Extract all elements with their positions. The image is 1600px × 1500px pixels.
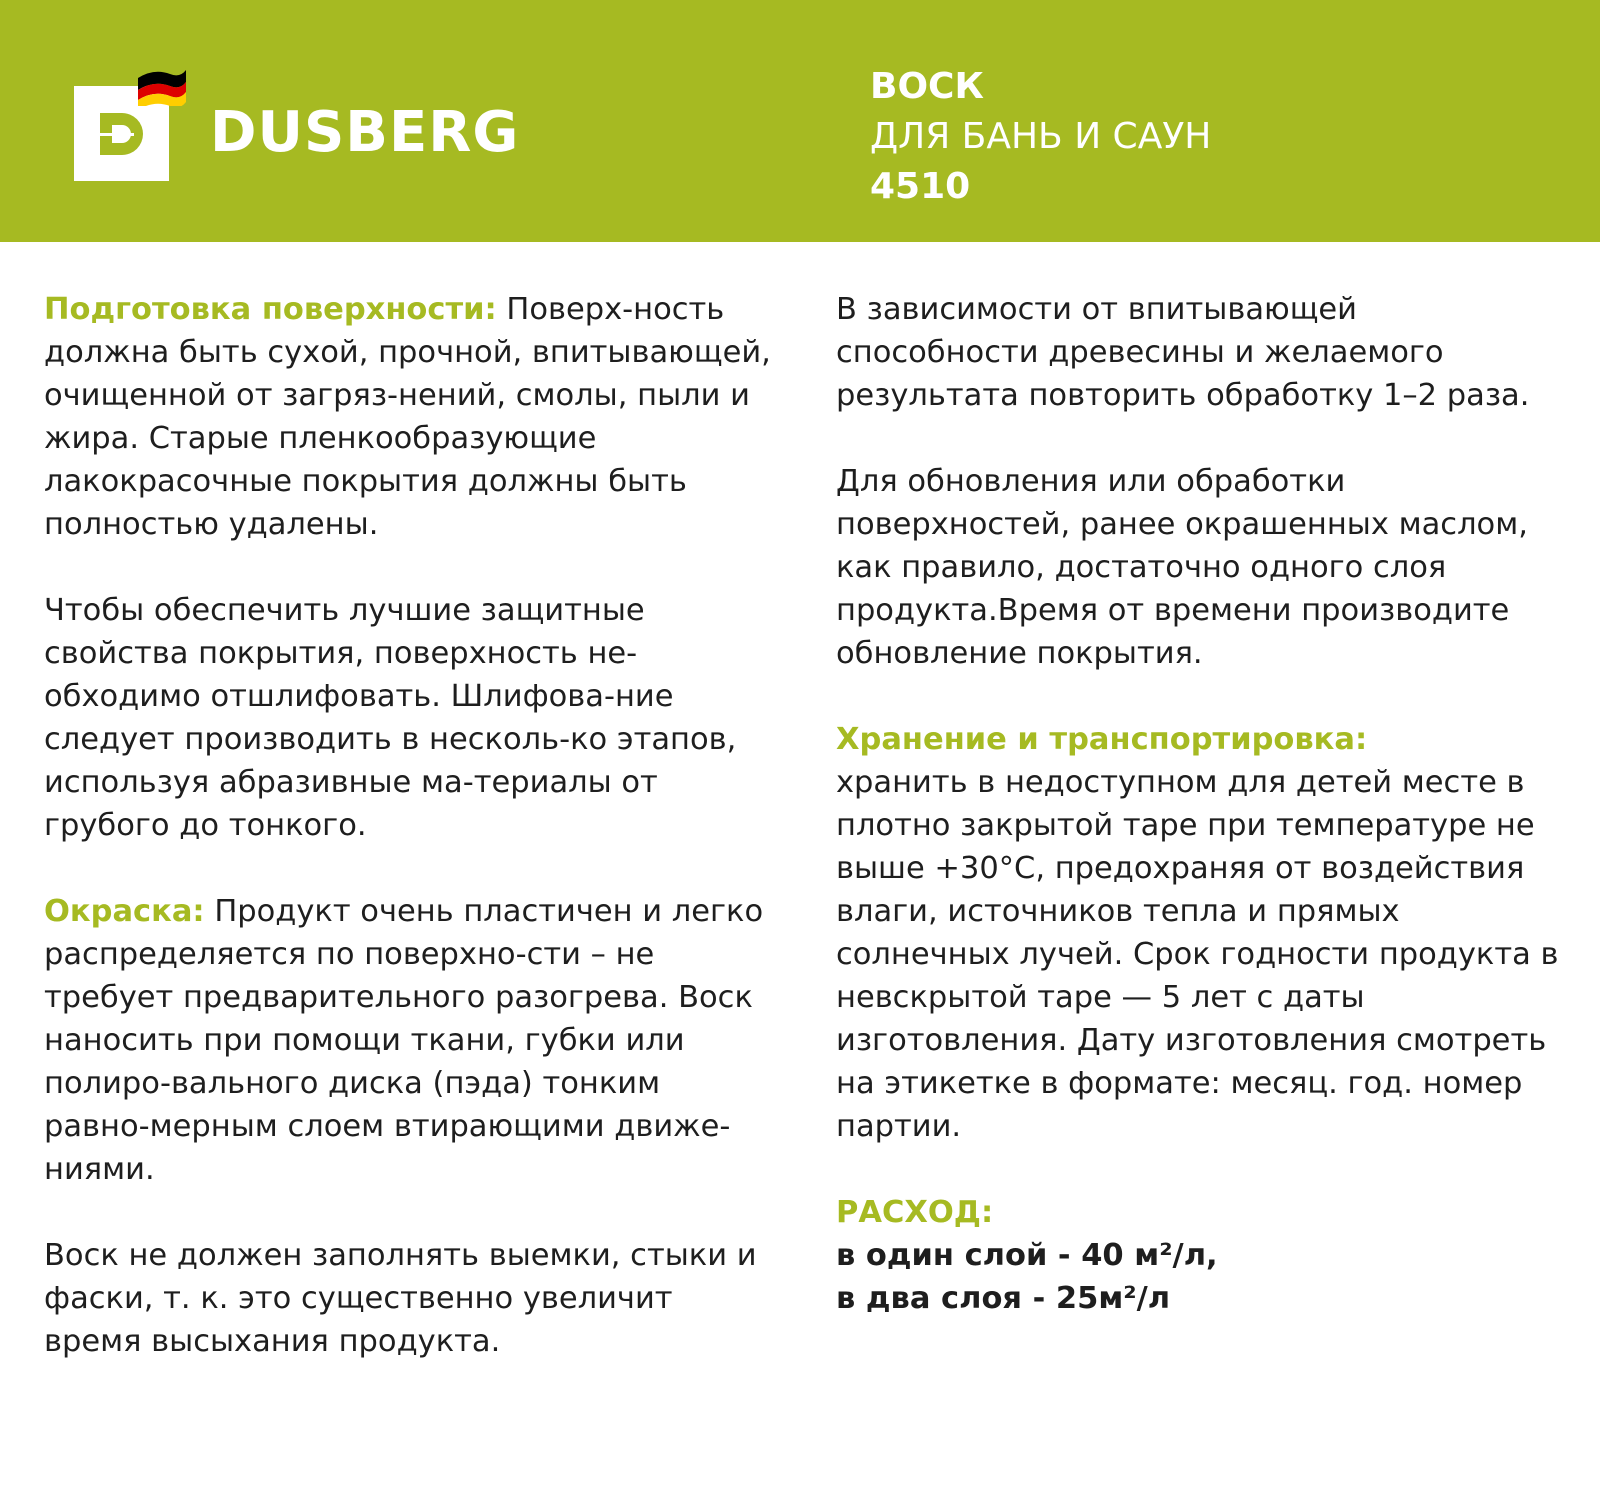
paint-heading: Окраска: [44, 894, 205, 929]
germany-flag-icon [134, 66, 190, 106]
consumption-paragraph [836, 1191, 1566, 1320]
product-title-line2: ДЛЯ БАНЬ И САУН [870, 116, 1212, 157]
header-banner [0, 0, 1600, 242]
storage-paragraph [836, 718, 1566, 1148]
storage-text: хранить в недоступном для детей месте в плотно закрытой таре при температуре не выше +30°С, предохраняя от воздействия влаги, источников тепла и прямых солнечных лучей. Срок годности продукта в невскрытой таре — 5 лет с даты изготовления. Дату изготовления смотреть на этикетке в формате: месяц. год. номер партии. [836, 765, 1559, 1144]
product-title [870, 62, 1211, 212]
prep-heading: Подготовка поверхности: [44, 292, 497, 327]
consumption-one-layer: в один слой - 40 м²/л, [836, 1238, 1218, 1273]
consumption-heading: РАСХОД: [836, 1195, 994, 1230]
consumption-two-layers: в два слоя - 25м²/л [836, 1281, 1171, 1316]
right-column [836, 288, 1566, 1363]
wax-paragraph: Воск не должен заполнять выемки, стыки и фаски, т. к. это существенно увеличит время высыхания продукта. [44, 1238, 757, 1359]
paint-text: Продукт очень пластичен и легко распределяется по поверхно-сти – не требует предварительного разогрева. Воск наносить при помощи ткани, губки или полиро-вального диска (пэда) тонким равно-мерным слоем втирающими движе-ниями. [44, 894, 764, 1187]
sanding-paragraph: Чтобы обеспечить лучшие защитные свойства покрытия, поверхность не-обходимо отшлифовать. Шлифова-ние следует производить в несколь-ко этапов, используя абразивные ма-териалы от грубого до тонкого. [44, 593, 737, 843]
renew-paragraph: Для обновления или обработки поверхностей, ранее окрашенных маслом, как правило, достаточно одного слоя продукта.Время от времени производите обновление покрытия. [836, 464, 1528, 671]
logo-d-icon [92, 109, 152, 159]
repeat-paragraph: В зависимости от впитывающей способности древесины и желаемого результата повторить обработку 1–2 раза. [836, 292, 1530, 413]
paint-paragraph [44, 890, 774, 1191]
brand-name: DUSBERG [210, 100, 520, 165]
product-title-line1: ВОСК [870, 66, 984, 107]
prep-paragraph [44, 288, 774, 546]
product-title-line3: 4510 [870, 166, 971, 207]
left-column [44, 288, 774, 1406]
storage-heading: Хранение и транспортировка: [836, 722, 1368, 757]
prep-text: Поверх-ность должна быть сухой, прочной, впитывающей, очищенной от загряз-нений, смолы, пыли и жира. Старые пленкообразующие лакокрасочные покрытия должны быть полностью удалены. [44, 292, 771, 542]
